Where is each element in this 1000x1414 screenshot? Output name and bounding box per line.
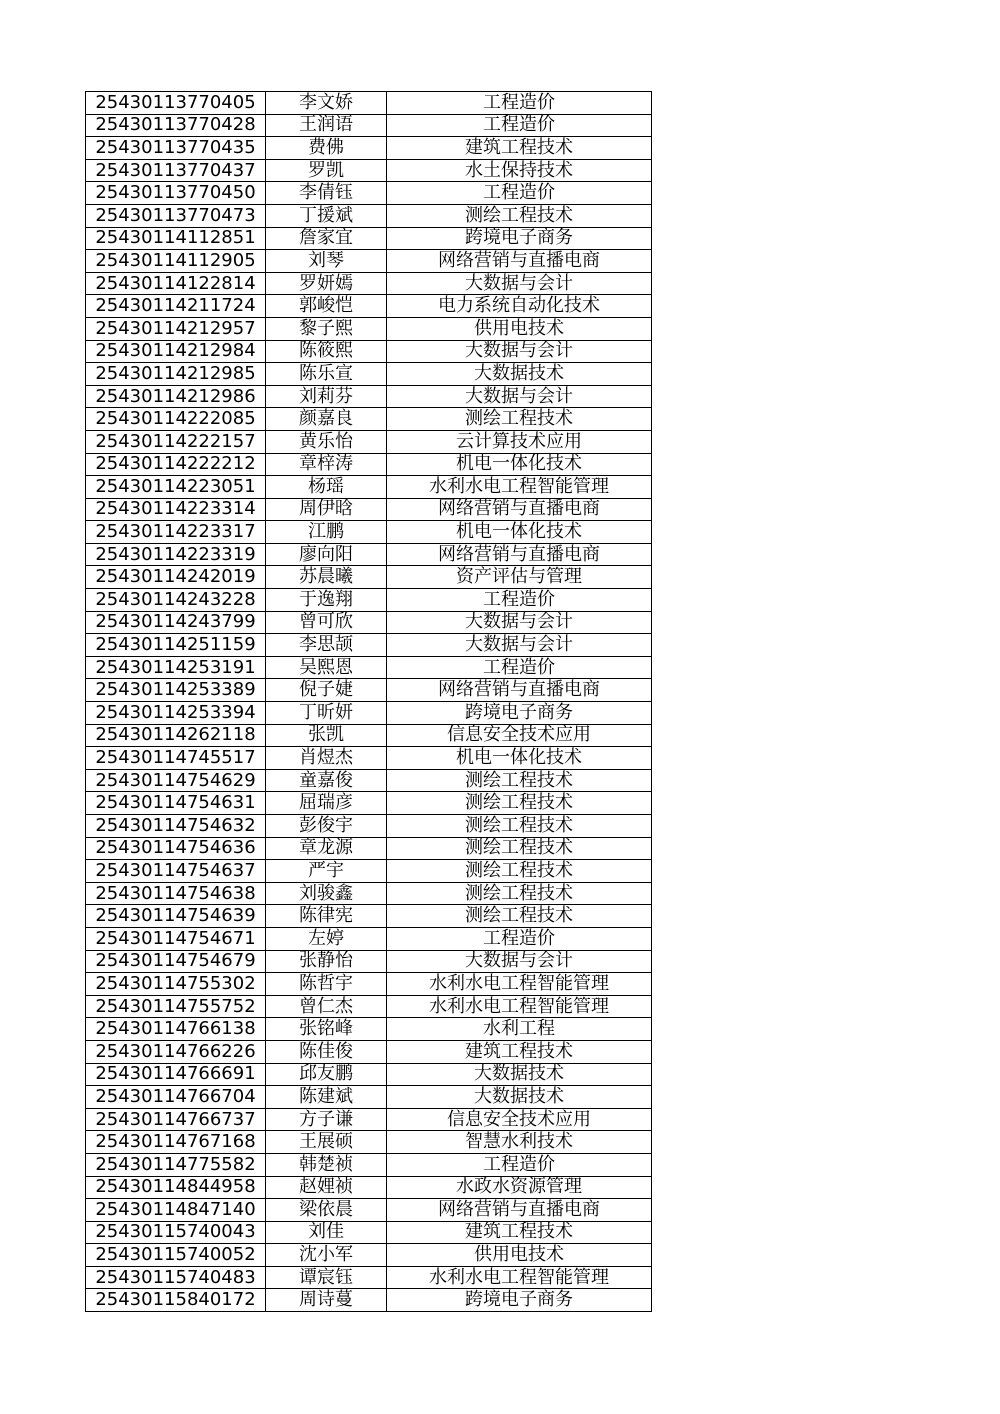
major-cell: 测绘工程技术 <box>387 204 652 227</box>
major-cell: 大数据与会计 <box>387 385 652 408</box>
student-name-cell: 李思颉 <box>266 634 387 657</box>
table-row <box>86 973 652 996</box>
student-id-cell: 25430114754679 <box>86 950 266 973</box>
table-row <box>86 363 652 386</box>
student-name-cell: 颜嘉良 <box>266 408 387 431</box>
student-name-cell: 廖向阳 <box>266 543 387 566</box>
roster-body <box>86 92 652 1312</box>
table-row <box>86 656 652 679</box>
major-cell: 大数据与会计 <box>387 634 652 657</box>
student-id-cell: 25430114754671 <box>86 927 266 950</box>
student-name-cell: 赵娌祯 <box>266 1176 387 1199</box>
major-cell: 建筑工程技术 <box>387 137 652 160</box>
major-cell: 网络营销与直播电商 <box>387 543 652 566</box>
student-name-cell: 周伊晗 <box>266 498 387 521</box>
student-name-cell: 刘骏鑫 <box>266 882 387 905</box>
student-name-cell: 章龙源 <box>266 837 387 860</box>
student-id-cell: 25430115740052 <box>86 1244 266 1267</box>
student-id-cell: 25430115840172 <box>86 1289 266 1312</box>
student-id-cell: 25430114766138 <box>86 1018 266 1041</box>
table-row <box>86 204 652 227</box>
student-name-cell: 左婷 <box>266 927 387 950</box>
major-cell: 测绘工程技术 <box>387 882 652 905</box>
student-id-cell: 25430114222157 <box>86 430 266 453</box>
student-name-cell: 陈筱熙 <box>266 340 387 363</box>
student-name-cell: 肖煜杰 <box>266 747 387 770</box>
major-cell: 测绘工程技术 <box>387 792 652 815</box>
table-row <box>86 1063 652 1086</box>
table-row <box>86 679 652 702</box>
student-name-cell: 黎子熙 <box>266 317 387 340</box>
table-row <box>86 1018 652 1041</box>
major-cell: 建筑工程技术 <box>387 1040 652 1063</box>
major-cell: 供用电技术 <box>387 1244 652 1267</box>
major-cell: 机电一体化技术 <box>387 453 652 476</box>
student-name-cell: 周诗蔓 <box>266 1289 387 1312</box>
student-id-cell: 25430114212984 <box>86 340 266 363</box>
table-row <box>86 927 652 950</box>
student-id-cell: 25430114754631 <box>86 792 266 815</box>
major-cell: 跨境电子商务 <box>387 1289 652 1312</box>
student-name-cell: 陈哲宇 <box>266 973 387 996</box>
student-name-cell: 屈瑞彦 <box>266 792 387 815</box>
major-cell: 测绘工程技术 <box>387 905 652 928</box>
student-name-cell: 费佛 <box>266 137 387 160</box>
student-name-cell: 陈佳俊 <box>266 1040 387 1063</box>
major-cell: 大数据技术 <box>387 363 652 386</box>
major-cell: 工程造价 <box>387 114 652 137</box>
student-name-cell: 童嘉俊 <box>266 769 387 792</box>
table-row <box>86 227 652 250</box>
student-id-cell: 25430114253394 <box>86 702 266 725</box>
student-id-cell: 25430114754632 <box>86 815 266 838</box>
table-row <box>86 476 652 499</box>
student-id-cell: 25430114112905 <box>86 250 266 273</box>
student-id-cell: 25430114223319 <box>86 543 266 566</box>
major-cell: 建筑工程技术 <box>387 1221 652 1244</box>
table-row <box>86 882 652 905</box>
table-row <box>86 182 652 205</box>
student-id-cell: 25430113770405 <box>86 92 266 115</box>
major-cell: 测绘工程技术 <box>387 815 652 838</box>
table-row <box>86 498 652 521</box>
student-id-cell: 25430114262118 <box>86 724 266 747</box>
major-cell: 电力系统自动化技术 <box>387 295 652 318</box>
student-name-cell: 于逸翔 <box>266 589 387 612</box>
student-id-cell: 25430113770473 <box>86 204 266 227</box>
table-row <box>86 747 652 770</box>
student-name-cell: 曾仁杰 <box>266 995 387 1018</box>
student-id-cell: 25430114745517 <box>86 747 266 770</box>
table-row <box>86 340 652 363</box>
table-row <box>86 1086 652 1109</box>
major-cell: 信息安全技术应用 <box>387 1108 652 1131</box>
student-name-cell: 陈律宪 <box>266 905 387 928</box>
student-name-cell: 丁昕妍 <box>266 702 387 725</box>
major-cell: 测绘工程技术 <box>387 769 652 792</box>
major-cell: 信息安全技术应用 <box>387 724 652 747</box>
student-id-cell: 25430113770437 <box>86 159 266 182</box>
student-id-cell: 25430114253389 <box>86 679 266 702</box>
table-row <box>86 250 652 273</box>
student-id-cell: 25430114847140 <box>86 1199 266 1222</box>
student-id-cell: 25430115740483 <box>86 1266 266 1289</box>
major-cell: 工程造价 <box>387 589 652 612</box>
student-id-cell: 25430114212985 <box>86 363 266 386</box>
table-row <box>86 634 652 657</box>
table-row <box>86 295 652 318</box>
student-name-cell: 张静怡 <box>266 950 387 973</box>
major-cell: 跨境电子商务 <box>387 702 652 725</box>
student-id-cell: 25430114122814 <box>86 272 266 295</box>
student-name-cell: 张铭峰 <box>266 1018 387 1041</box>
student-id-cell: 25430114754637 <box>86 860 266 883</box>
table-row <box>86 92 652 115</box>
student-name-cell: 郭峻恺 <box>266 295 387 318</box>
student-id-cell: 25430114766704 <box>86 1086 266 1109</box>
major-cell: 网络营销与直播电商 <box>387 679 652 702</box>
student-id-cell: 25430114223314 <box>86 498 266 521</box>
student-name-cell: 陈乐宣 <box>266 363 387 386</box>
major-cell: 资产评估与管理 <box>387 566 652 589</box>
student-id-cell: 25430114222085 <box>86 408 266 431</box>
student-name-cell: 曾可欣 <box>266 611 387 634</box>
table-row <box>86 702 652 725</box>
student-roster-table <box>85 91 652 1312</box>
major-cell: 大数据与会计 <box>387 611 652 634</box>
student-name-cell: 刘琴 <box>266 250 387 273</box>
table-row <box>86 566 652 589</box>
major-cell: 测绘工程技术 <box>387 860 652 883</box>
table-row <box>86 589 652 612</box>
student-name-cell: 王润语 <box>266 114 387 137</box>
major-cell: 机电一体化技术 <box>387 521 652 544</box>
student-name-cell: 严宇 <box>266 860 387 883</box>
student-name-cell: 刘莉芬 <box>266 385 387 408</box>
student-id-cell: 25430115740043 <box>86 1221 266 1244</box>
table-row <box>86 1221 652 1244</box>
student-name-cell: 沈小军 <box>266 1244 387 1267</box>
table-row <box>86 724 652 747</box>
student-name-cell: 倪子婕 <box>266 679 387 702</box>
student-name-cell: 王展硕 <box>266 1131 387 1154</box>
major-cell: 测绘工程技术 <box>387 408 652 431</box>
student-id-cell: 25430114766737 <box>86 1108 266 1131</box>
table-row <box>86 815 652 838</box>
student-name-cell: 谭宸钰 <box>266 1266 387 1289</box>
student-id-cell: 25430113770435 <box>86 137 266 160</box>
major-cell: 工程造价 <box>387 656 652 679</box>
table-row <box>86 1131 652 1154</box>
student-name-cell: 詹家宜 <box>266 227 387 250</box>
table-row <box>86 1040 652 1063</box>
table-row <box>86 1108 652 1131</box>
table-row <box>86 769 652 792</box>
student-id-cell: 25430114212957 <box>86 317 266 340</box>
table-row <box>86 317 652 340</box>
student-name-cell: 刘佳 <box>266 1221 387 1244</box>
student-id-cell: 25430114243799 <box>86 611 266 634</box>
student-id-cell: 25430114754629 <box>86 769 266 792</box>
table-row <box>86 114 652 137</box>
student-name-cell: 杨瑶 <box>266 476 387 499</box>
table-row <box>86 860 652 883</box>
major-cell: 水利水电工程智能管理 <box>387 476 652 499</box>
student-id-cell: 25430114754638 <box>86 882 266 905</box>
major-cell: 测绘工程技术 <box>387 837 652 860</box>
major-cell: 水土保持技术 <box>387 159 652 182</box>
table-row <box>86 385 652 408</box>
student-id-cell: 25430114211724 <box>86 295 266 318</box>
major-cell: 供用电技术 <box>387 317 652 340</box>
table-row <box>86 137 652 160</box>
student-id-cell: 25430114112851 <box>86 227 266 250</box>
student-name-cell: 方子谦 <box>266 1108 387 1131</box>
table-row <box>86 1199 652 1222</box>
table-row <box>86 950 652 973</box>
major-cell: 水利水电工程智能管理 <box>387 995 652 1018</box>
major-cell: 水政水资源管理 <box>387 1176 652 1199</box>
major-cell: 网络营销与直播电商 <box>387 498 652 521</box>
major-cell: 网络营销与直播电商 <box>387 1199 652 1222</box>
student-id-cell: 25430113770450 <box>86 182 266 205</box>
student-name-cell: 李倩钰 <box>266 182 387 205</box>
major-cell: 大数据与会计 <box>387 340 652 363</box>
student-id-cell: 25430114767168 <box>86 1131 266 1154</box>
table-row <box>86 1176 652 1199</box>
major-cell: 水利工程 <box>387 1018 652 1041</box>
student-id-cell: 25430114755302 <box>86 973 266 996</box>
student-id-cell: 25430114223317 <box>86 521 266 544</box>
student-name-cell: 彭俊宇 <box>266 815 387 838</box>
table-row <box>86 430 652 453</box>
major-cell: 工程造价 <box>387 927 652 950</box>
student-id-cell: 25430114253191 <box>86 656 266 679</box>
student-name-cell: 张凯 <box>266 724 387 747</box>
student-name-cell: 丁援斌 <box>266 204 387 227</box>
student-id-cell: 25430114243228 <box>86 589 266 612</box>
student-id-cell: 25430114775582 <box>86 1153 266 1176</box>
table-row <box>86 905 652 928</box>
table-row <box>86 1289 652 1312</box>
major-cell: 大数据与会计 <box>387 272 652 295</box>
table-row <box>86 995 652 1018</box>
table-row <box>86 521 652 544</box>
table-row <box>86 272 652 295</box>
table-row <box>86 159 652 182</box>
major-cell: 网络营销与直播电商 <box>387 250 652 273</box>
student-id-cell: 25430114754639 <box>86 905 266 928</box>
student-name-cell: 罗妍嫣 <box>266 272 387 295</box>
student-name-cell: 邱友鹏 <box>266 1063 387 1086</box>
major-cell: 大数据技术 <box>387 1086 652 1109</box>
student-id-cell: 25430114755752 <box>86 995 266 1018</box>
student-id-cell: 25430114223051 <box>86 476 266 499</box>
student-name-cell: 罗凯 <box>266 159 387 182</box>
table-row <box>86 543 652 566</box>
student-id-cell: 25430114766226 <box>86 1040 266 1063</box>
major-cell: 大数据技术 <box>387 1063 652 1086</box>
table-row <box>86 611 652 634</box>
major-cell: 跨境电子商务 <box>387 227 652 250</box>
table-row <box>86 1244 652 1267</box>
student-name-cell: 梁依晨 <box>266 1199 387 1222</box>
major-cell: 工程造价 <box>387 1153 652 1176</box>
major-cell: 工程造价 <box>387 92 652 115</box>
student-name-cell: 苏晨曦 <box>266 566 387 589</box>
student-name-cell: 章梓涛 <box>266 453 387 476</box>
student-id-cell: 25430114212986 <box>86 385 266 408</box>
table-row <box>86 1266 652 1289</box>
major-cell: 工程造价 <box>387 182 652 205</box>
major-cell: 云计算技术应用 <box>387 430 652 453</box>
major-cell: 机电一体化技术 <box>387 747 652 770</box>
student-name-cell: 陈建斌 <box>266 1086 387 1109</box>
student-name-cell: 吴熙恩 <box>266 656 387 679</box>
student-id-cell: 25430113770428 <box>86 114 266 137</box>
student-id-cell: 25430114754636 <box>86 837 266 860</box>
table-row <box>86 408 652 431</box>
student-id-cell: 25430114222212 <box>86 453 266 476</box>
major-cell: 水利水电工程智能管理 <box>387 1266 652 1289</box>
student-name-cell: 江鹏 <box>266 521 387 544</box>
major-cell: 智慧水利技术 <box>387 1131 652 1154</box>
student-id-cell: 25430114242019 <box>86 566 266 589</box>
student-name-cell: 李文娇 <box>266 92 387 115</box>
student-name-cell: 韩楚祯 <box>266 1153 387 1176</box>
student-id-cell: 25430114766691 <box>86 1063 266 1086</box>
major-cell: 水利水电工程智能管理 <box>387 973 652 996</box>
major-cell: 大数据与会计 <box>387 950 652 973</box>
student-name-cell: 黄乐怡 <box>266 430 387 453</box>
student-id-cell: 25430114251159 <box>86 634 266 657</box>
student-id-cell: 25430114844958 <box>86 1176 266 1199</box>
table-row <box>86 792 652 815</box>
table-row <box>86 837 652 860</box>
table-row <box>86 453 652 476</box>
table-row <box>86 1153 652 1176</box>
